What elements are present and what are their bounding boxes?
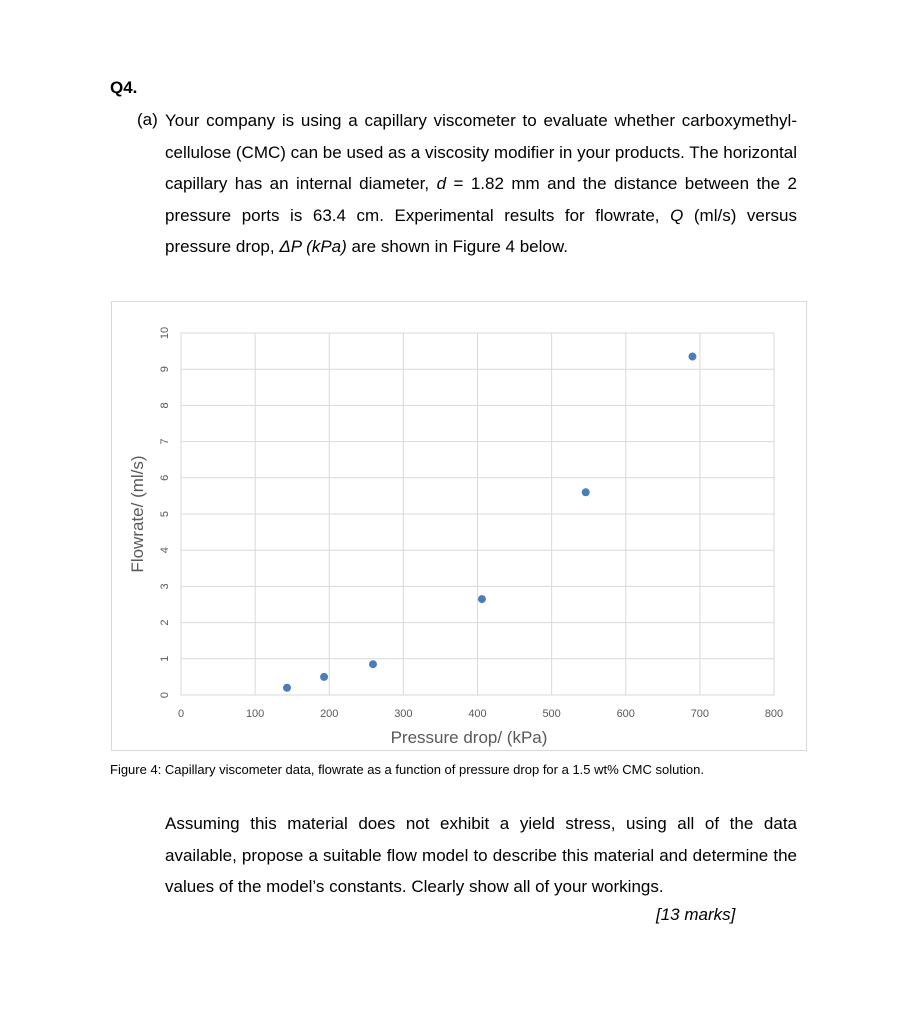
- flowrate-symbol: Q: [670, 205, 684, 225]
- x-tick-label-1: 100: [245, 708, 265, 720]
- data-point-0-1: [320, 673, 328, 681]
- diameter-symbol: d: [436, 174, 447, 194]
- part-label: (a): [137, 110, 158, 129]
- data-point-0-2: [369, 660, 377, 668]
- intro-text-1: Your company is using a capillary viscometer to evaluate whether carboxymethyl-cellulose (CMC) can be used as a viscosity modifier in your products. The horizontal capillary has an internal diameter,: [165, 111, 797, 194]
- y-tick-label-1: 1: [159, 655, 171, 662]
- y-tick-label-6: 6: [159, 474, 171, 481]
- intro-text-3: (ml/s) versus pressure drop,: [165, 205, 798, 257]
- intro-text-2: = 1.82 mm and the distance between the 2 pressure ports is 63.4 cm. Experimental results for flowrate,: [165, 174, 797, 225]
- x-tick-label-2: 200: [320, 708, 339, 720]
- y-tick-label-3: 3: [159, 583, 171, 590]
- x-tick-label-0: 0: [177, 708, 185, 720]
- data-point-0-3: [478, 595, 486, 603]
- data-point-0-4: [582, 488, 590, 496]
- x-tick-label-5: 500: [542, 708, 561, 720]
- x-tick-label-7: 700: [690, 708, 710, 720]
- intro-text-4: are shown in Figure 4 below.: [346, 237, 568, 257]
- y-tick-label-10: 10: [159, 326, 171, 340]
- y-tick-label-2: 2: [159, 619, 171, 626]
- pressure-drop-symbol: ΔP (kPa): [279, 237, 347, 257]
- y-tick-label-4: 4: [159, 547, 171, 554]
- y-tick-label-5: 5: [159, 510, 171, 518]
- x-axis-title: Pressure drop/ (kPa): [390, 728, 548, 747]
- marks-label: [13 marks]: [656, 905, 736, 924]
- question-number: Q4.: [110, 78, 138, 97]
- scatter-chart: [112, 302, 806, 750]
- figure-caption: Figure 4: Capillary viscometer data, flowrate as a function of pressure drop for a 1.5 wt% CMC solution.: [110, 762, 704, 777]
- x-tick-label-6: 600: [616, 708, 635, 720]
- question-task: Assuming this material does not exhibit a yield stress, using all of the data available, propose a suitable flow model to describe this material and determine the values of the model’s constants. Clearly show all of your workings.: [165, 814, 797, 897]
- y-axis-title: Flowrate/ (ml/s): [128, 455, 147, 573]
- y-tick-label-0: 0: [159, 691, 171, 699]
- y-tick-label-8: 8: [159, 402, 171, 409]
- y-tick-label-7: 7: [159, 438, 171, 445]
- y-tick-label-9: 9: [159, 366, 171, 373]
- data-point-0-5: [688, 353, 696, 361]
- x-tick-label-3: 300: [394, 708, 413, 720]
- question-intro: [165, 105, 797, 263]
- x-tick-label-8: 800: [764, 708, 784, 720]
- data-point-0-0: [283, 684, 291, 692]
- x-tick-label-4: 400: [468, 708, 487, 720]
- figure-4-chart: [111, 301, 807, 751]
